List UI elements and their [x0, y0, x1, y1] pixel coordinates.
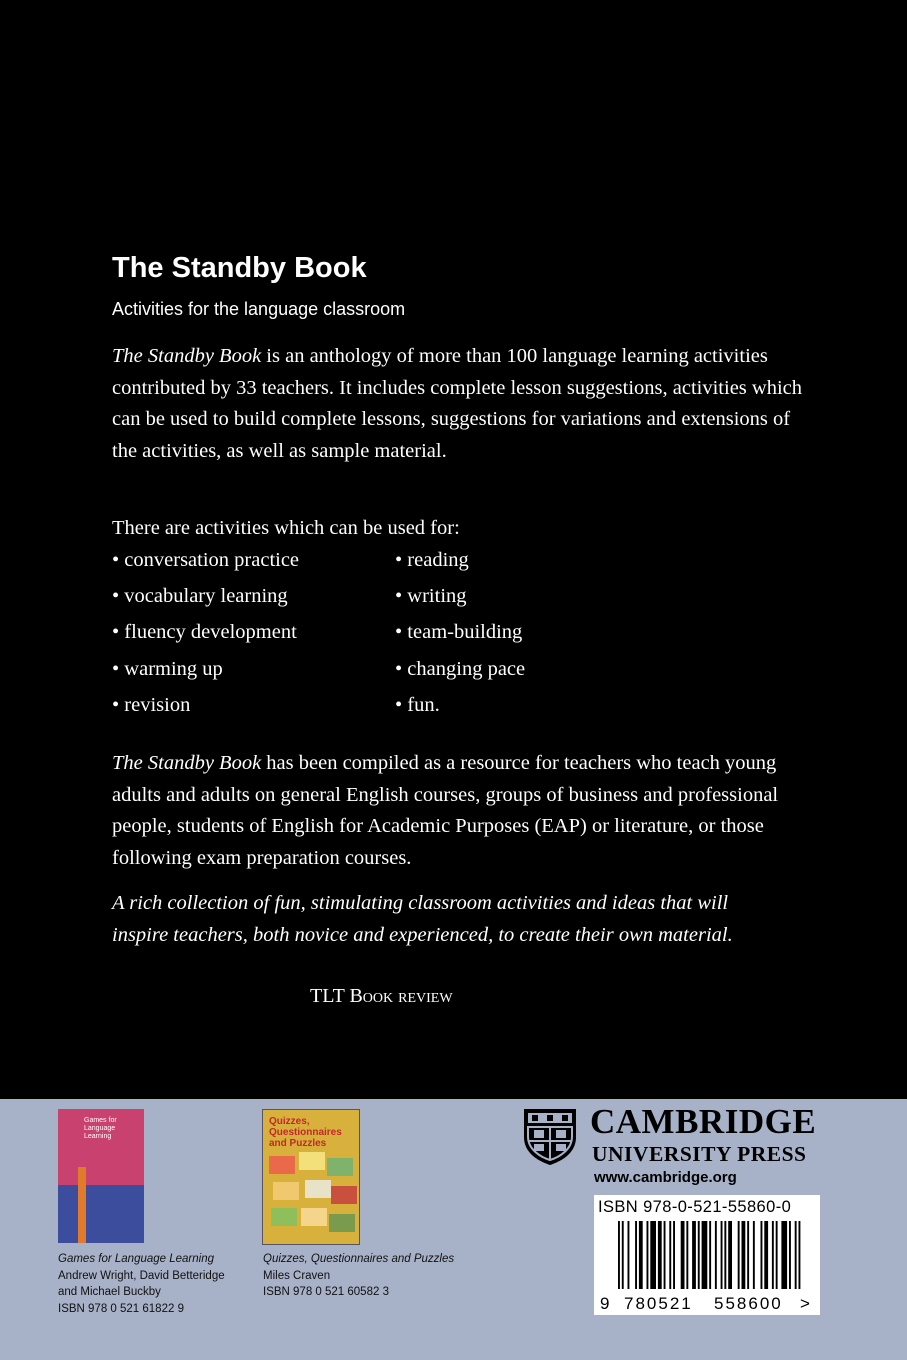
quizzes-book-cover-thumbnail — [262, 1109, 360, 1245]
games-book-title: Games for Language Learning — [58, 1253, 214, 1265]
activity-item: • team-building — [395, 621, 523, 644]
book-title: The Standby Book — [112, 252, 367, 284]
description-text: is an anthology of more than 100 language learning activities contributed by 33 teachers. It includes complete lesson suggestions, activities which can be used to build complete lessons, suggestions for variations and extensions of the activities, as well as sample material. — [112, 345, 803, 462]
activity-item: • changing pace — [395, 657, 526, 680]
book-subtitle: Activities for the language classroom — [112, 299, 406, 319]
cambridge-crest-icon — [522, 1107, 578, 1167]
audience-book-title: The Standby Book — [112, 752, 262, 774]
review-source-type: Book review — [349, 985, 453, 1007]
barcode — [594, 1195, 820, 1315]
games-book-cover-thumbnail — [58, 1109, 144, 1243]
barcode-bars — [594, 1219, 820, 1315]
quizzes-thumb-title: Quizzes, Questionnaires and Puzzles — [269, 1116, 342, 1149]
activity-item: • warming up — [112, 657, 223, 680]
review-source-name: TLT — [310, 985, 345, 1007]
audience-text: has been compiled as a resource for teachers who teach young adults and adults on general English courses, groups of business and professional people, students of English for Academic Purposes (EAP) or literature, or those following exam preparation courses. — [112, 752, 779, 869]
barcode-digit-prefix: 9 — [600, 1294, 610, 1313]
quizzes-book-caption — [263, 1251, 454, 1301]
description-book-title: The Standby Book — [112, 345, 262, 367]
publisher-url: www.cambridge.org — [594, 1169, 737, 1186]
quizzes-book-title: Quizzes, Questionnaires and Puzzles — [263, 1253, 455, 1265]
activity-list-intro: There are activities which can be used for: — [112, 517, 460, 539]
description-paragraph — [112, 341, 802, 467]
activity-item: • reading — [395, 549, 469, 571]
review-quote: A rich collection of fun, stimulating classroom activities and ideas that will inspire teachers, both novice and experienced, to create their own material. — [112, 892, 733, 946]
activity-item: • writing — [395, 585, 467, 608]
back-cover-footer — [0, 1099, 907, 1360]
audience-paragraph — [112, 748, 802, 874]
publisher-press: UNIVERSITY PRESS — [592, 1142, 807, 1166]
barcode-digits-right: 558600 — [714, 1294, 783, 1313]
activity-item: • fluency development — [112, 621, 297, 644]
activity-item: • vocabulary learning — [112, 585, 288, 608]
activity-item: • revision — [112, 693, 191, 716]
quizzes-book-isbn: ISBN 978 0 521 60582 3 — [263, 1286, 389, 1298]
quizzes-book-author: Miles Craven — [263, 1269, 331, 1282]
barcode-digits-left: 780521 — [624, 1294, 693, 1313]
activity-item: • conversation practice — [112, 549, 300, 571]
barcode-quiet-zone-marker: > — [800, 1294, 810, 1313]
review-source — [310, 985, 453, 1008]
activity-list-right — [395, 545, 525, 726]
publisher-name: CAMBRIDGE — [590, 1102, 817, 1141]
games-book-caption — [58, 1251, 225, 1317]
games-thumb-title: Games for Language Learning — [84, 1117, 117, 1140]
barcode-isbn: ISBN 978-0-521-55860-0 — [598, 1198, 792, 1216]
games-book-isbn: ISBN 978 0 521 61822 9 — [58, 1302, 184, 1315]
activity-list-left — [112, 545, 299, 726]
games-book-authors-1: Andrew Wright, David Betteridge — [58, 1269, 225, 1282]
activity-item: • fun. — [395, 693, 440, 716]
games-book-authors-2: and Michael Buckby — [58, 1286, 161, 1298]
